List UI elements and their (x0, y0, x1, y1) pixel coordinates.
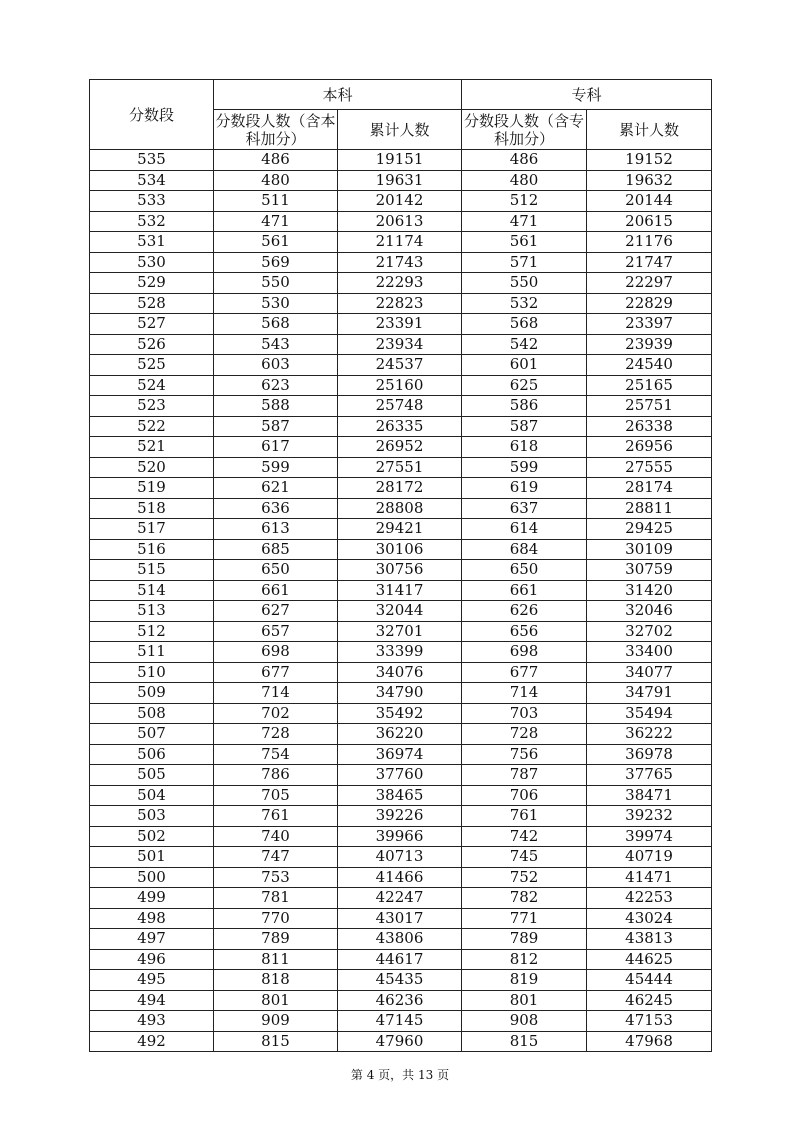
score-cell: 526 (90, 334, 214, 355)
score-cell: 511 (90, 642, 214, 663)
junior-cumulative-cell: 32702 (587, 621, 712, 642)
junior-count-cell: 471 (462, 211, 587, 232)
junior-cumulative-cell: 34791 (587, 683, 712, 704)
junior-cumulative-cell: 23397 (587, 314, 712, 335)
score-cell: 493 (90, 1011, 214, 1032)
junior-cumulative-cell: 28811 (587, 498, 712, 519)
junior-count-cell: 619 (462, 478, 587, 499)
score-cell: 518 (90, 498, 214, 519)
junior-count-cell: 812 (462, 949, 587, 970)
junior-cumulative-cell: 28174 (587, 478, 712, 499)
undergrad-cumulative-cell: 43017 (338, 908, 462, 929)
undergrad-cumulative-cell: 19151 (338, 150, 462, 171)
undergrad-cumulative-cell: 22823 (338, 293, 462, 314)
table-row (90, 293, 712, 314)
header-undergrad-count: 分数段人数（含本科加分） (215, 111, 336, 148)
junior-cumulative-cell: 45444 (587, 970, 712, 991)
undergrad-count-cell: 627 (214, 601, 338, 622)
undergrad-count-cell: 621 (214, 478, 338, 499)
junior-cumulative-cell: 42253 (587, 888, 712, 909)
table-row (90, 949, 712, 970)
score-cell: 531 (90, 232, 214, 253)
undergrad-cumulative-cell: 31417 (338, 580, 462, 601)
table-row (90, 970, 712, 991)
undergrad-cumulative-cell: 24537 (338, 355, 462, 376)
table-row (90, 232, 712, 253)
junior-count-cell: 587 (462, 416, 587, 437)
table-row (90, 170, 712, 191)
junior-cumulative-cell: 27555 (587, 457, 712, 478)
table-row (90, 601, 712, 622)
junior-cumulative-cell: 36978 (587, 744, 712, 765)
undergrad-cumulative-cell: 44617 (338, 949, 462, 970)
junior-count-cell: 714 (462, 683, 587, 704)
table-row (90, 334, 712, 355)
junior-cumulative-cell: 22297 (587, 273, 712, 294)
score-cell: 499 (90, 888, 214, 909)
table-row (90, 621, 712, 642)
undergrad-count-cell: 471 (214, 211, 338, 232)
junior-count-cell: 789 (462, 929, 587, 950)
table-row (90, 560, 712, 581)
undergrad-count-cell: 530 (214, 293, 338, 314)
junior-cumulative-cell: 20615 (587, 211, 712, 232)
undergrad-cumulative-cell: 26952 (338, 437, 462, 458)
junior-count-cell: 771 (462, 908, 587, 929)
junior-cumulative-cell: 33400 (587, 642, 712, 663)
undergrad-cumulative-cell: 30106 (338, 539, 462, 560)
junior-count-cell: 815 (462, 1031, 587, 1052)
table-row (90, 539, 712, 560)
table-row (90, 867, 712, 888)
junior-cumulative-cell: 22829 (587, 293, 712, 314)
undergrad-cumulative-cell: 39966 (338, 826, 462, 847)
junior-cumulative-cell: 47968 (587, 1031, 712, 1052)
undergrad-count-cell: 698 (214, 642, 338, 663)
table-row (90, 498, 712, 519)
undergrad-count-cell: 480 (214, 170, 338, 191)
undergrad-cumulative-cell: 19631 (338, 170, 462, 191)
junior-cumulative-cell: 43813 (587, 929, 712, 950)
table-row (90, 457, 712, 478)
junior-count-cell: 756 (462, 744, 587, 765)
header-score-range: 分数段 (90, 80, 214, 150)
undergrad-count-cell: 599 (214, 457, 338, 478)
undergrad-cumulative-cell: 43806 (338, 929, 462, 950)
score-cell: 532 (90, 211, 214, 232)
junior-count-cell: 542 (462, 334, 587, 355)
junior-cumulative-cell: 30109 (587, 539, 712, 560)
undergrad-cumulative-cell: 21174 (338, 232, 462, 253)
table-row (90, 929, 712, 950)
undergrad-count-cell: 801 (214, 990, 338, 1011)
undergrad-count-cell: 603 (214, 355, 338, 376)
score-cell: 501 (90, 847, 214, 868)
table-row (90, 1011, 712, 1032)
score-cell: 525 (90, 355, 214, 376)
undergrad-count-cell: 815 (214, 1031, 338, 1052)
junior-count-cell: 703 (462, 703, 587, 724)
junior-count-cell: 706 (462, 785, 587, 806)
table-row (90, 785, 712, 806)
undergrad-cumulative-cell: 34790 (338, 683, 462, 704)
undergrad-count-cell: 661 (214, 580, 338, 601)
junior-count-cell: 801 (462, 990, 587, 1011)
undergrad-cumulative-cell: 25748 (338, 396, 462, 417)
score-cell: 533 (90, 191, 214, 212)
undergrad-count-cell: 714 (214, 683, 338, 704)
header-undergrad-cumulative: 累计人数 (338, 110, 462, 150)
score-cell: 534 (90, 170, 214, 191)
score-cell: 529 (90, 273, 214, 294)
junior-cumulative-cell: 35494 (587, 703, 712, 724)
junior-cumulative-cell: 21747 (587, 252, 712, 273)
undergrad-count-cell: 486 (214, 150, 338, 171)
score-cell: 535 (90, 150, 214, 171)
score-cell: 492 (90, 1031, 214, 1052)
undergrad-count-cell: 909 (214, 1011, 338, 1032)
junior-cumulative-cell: 29425 (587, 519, 712, 540)
junior-count-cell: 728 (462, 724, 587, 745)
header-junior-cumulative: 累计人数 (587, 110, 712, 150)
score-cell: 503 (90, 806, 214, 827)
undergrad-cumulative-cell: 40713 (338, 847, 462, 868)
score-cell: 513 (90, 601, 214, 622)
junior-count-cell: 532 (462, 293, 587, 314)
table-row (90, 437, 712, 458)
undergrad-count-cell: 561 (214, 232, 338, 253)
junior-count-cell: 586 (462, 396, 587, 417)
score-cell: 502 (90, 826, 214, 847)
score-cell: 519 (90, 478, 214, 499)
table-row (90, 396, 712, 417)
table-row (90, 703, 712, 724)
undergrad-cumulative-cell: 34076 (338, 662, 462, 683)
undergrad-cumulative-cell: 36220 (338, 724, 462, 745)
table-row (90, 478, 712, 499)
undergrad-count-cell: 702 (214, 703, 338, 724)
undergrad-count-cell: 588 (214, 396, 338, 417)
junior-cumulative-cell: 36222 (587, 724, 712, 745)
undergrad-count-cell: 657 (214, 621, 338, 642)
table-row (90, 765, 712, 786)
junior-count-cell: 550 (462, 273, 587, 294)
table-row (90, 990, 712, 1011)
undergrad-count-cell: 511 (214, 191, 338, 212)
junior-cumulative-cell: 26956 (587, 437, 712, 458)
score-cell: 521 (90, 437, 214, 458)
undergrad-count-cell: 740 (214, 826, 338, 847)
junior-cumulative-cell: 31420 (587, 580, 712, 601)
score-cell: 506 (90, 744, 214, 765)
junior-count-cell: 908 (462, 1011, 587, 1032)
junior-count-cell: 650 (462, 560, 587, 581)
score-cell: 509 (90, 683, 214, 704)
undergrad-cumulative-cell: 35492 (338, 703, 462, 724)
undergrad-cumulative-cell: 29421 (338, 519, 462, 540)
undergrad-cumulative-cell: 22293 (338, 273, 462, 294)
score-cell: 497 (90, 929, 214, 950)
undergrad-count-cell: 761 (214, 806, 338, 827)
junior-count-cell: 571 (462, 252, 587, 273)
undergrad-cumulative-cell: 38465 (338, 785, 462, 806)
junior-cumulative-cell: 43024 (587, 908, 712, 929)
undergrad-cumulative-cell: 36974 (338, 744, 462, 765)
table-row (90, 642, 712, 663)
junior-count-cell: 787 (462, 765, 587, 786)
undergrad-cumulative-cell: 45435 (338, 970, 462, 991)
score-cell: 508 (90, 703, 214, 724)
undergrad-count-cell: 569 (214, 252, 338, 273)
junior-cumulative-cell: 38471 (587, 785, 712, 806)
table-row (90, 888, 712, 909)
undergrad-count-cell: 587 (214, 416, 338, 437)
score-cell: 498 (90, 908, 214, 929)
junior-count-cell: 677 (462, 662, 587, 683)
undergrad-cumulative-cell: 23391 (338, 314, 462, 335)
undergrad-count-cell: 753 (214, 867, 338, 888)
score-cell: 504 (90, 785, 214, 806)
undergrad-count-cell: 818 (214, 970, 338, 991)
header-undergrad: 本科 (214, 80, 462, 110)
undergrad-count-cell: 728 (214, 724, 338, 745)
score-cell: 524 (90, 375, 214, 396)
junior-count-cell: 614 (462, 519, 587, 540)
table-row (90, 375, 712, 396)
junior-count-cell: 782 (462, 888, 587, 909)
table-row (90, 519, 712, 540)
undergrad-count-cell: 543 (214, 334, 338, 355)
table-row (90, 662, 712, 683)
junior-cumulative-cell: 47153 (587, 1011, 712, 1032)
junior-cumulative-cell: 44625 (587, 949, 712, 970)
score-cell: 523 (90, 396, 214, 417)
junior-cumulative-cell: 40719 (587, 847, 712, 868)
header-junior-count: 分数段人数（含专科加分） (462, 110, 587, 150)
undergrad-cumulative-cell: 37760 (338, 765, 462, 786)
junior-cumulative-cell: 46245 (587, 990, 712, 1011)
undergrad-cumulative-cell: 41466 (338, 867, 462, 888)
undergrad-count-cell: 685 (214, 539, 338, 560)
undergrad-count-cell: 789 (214, 929, 338, 950)
undergrad-cumulative-cell: 47145 (338, 1011, 462, 1032)
junior-count-cell: 601 (462, 355, 587, 376)
table-row (90, 847, 712, 868)
score-cell: 507 (90, 724, 214, 745)
score-cell: 527 (90, 314, 214, 335)
table-row (90, 355, 712, 376)
undergrad-count-cell: 770 (214, 908, 338, 929)
junior-count-cell: 698 (462, 642, 587, 663)
junior-cumulative-cell: 25165 (587, 375, 712, 396)
header-junior: 专科 (462, 80, 712, 110)
junior-cumulative-cell: 19152 (587, 150, 712, 171)
undergrad-cumulative-cell: 21743 (338, 252, 462, 273)
undergrad-count-cell: 636 (214, 498, 338, 519)
undergrad-cumulative-cell: 47960 (338, 1031, 462, 1052)
junior-cumulative-cell: 21176 (587, 232, 712, 253)
undergrad-count-cell: 617 (214, 437, 338, 458)
junior-cumulative-cell: 26338 (587, 416, 712, 437)
junior-cumulative-cell: 23939 (587, 334, 712, 355)
junior-count-cell: 486 (462, 150, 587, 171)
table-row (90, 826, 712, 847)
undergrad-cumulative-cell: 20613 (338, 211, 462, 232)
junior-cumulative-cell: 41471 (587, 867, 712, 888)
table-row (90, 683, 712, 704)
table-row (90, 806, 712, 827)
table-row (90, 211, 712, 232)
score-cell: 516 (90, 539, 214, 560)
junior-cumulative-cell: 25751 (587, 396, 712, 417)
undergrad-cumulative-cell: 20142 (338, 191, 462, 212)
undergrad-count-cell: 781 (214, 888, 338, 909)
table-row (90, 150, 712, 171)
junior-cumulative-cell: 20144 (587, 191, 712, 212)
score-cell: 510 (90, 662, 214, 683)
undergrad-cumulative-cell: 39226 (338, 806, 462, 827)
junior-cumulative-cell: 39974 (587, 826, 712, 847)
page-footer: 第 4 页，共 13 页 (350, 1068, 450, 1082)
table-body (90, 150, 712, 1052)
undergrad-cumulative-cell: 30756 (338, 560, 462, 581)
table-row (90, 416, 712, 437)
score-cell: 530 (90, 252, 214, 273)
junior-cumulative-cell: 37765 (587, 765, 712, 786)
score-cell: 495 (90, 970, 214, 991)
junior-count-cell: 637 (462, 498, 587, 519)
junior-count-cell: 752 (462, 867, 587, 888)
table-row (90, 273, 712, 294)
table-row (90, 724, 712, 745)
table-row (90, 744, 712, 765)
table-row (90, 191, 712, 212)
undergrad-cumulative-cell: 46236 (338, 990, 462, 1011)
junior-count-cell: 568 (462, 314, 587, 335)
undergrad-count-cell: 568 (214, 314, 338, 335)
undergrad-count-cell: 786 (214, 765, 338, 786)
undergrad-cumulative-cell: 32044 (338, 601, 462, 622)
score-cell: 514 (90, 580, 214, 601)
undergrad-count-cell: 811 (214, 949, 338, 970)
undergrad-cumulative-cell: 26335 (338, 416, 462, 437)
junior-count-cell: 626 (462, 601, 587, 622)
table-row (90, 252, 712, 273)
junior-count-cell: 656 (462, 621, 587, 642)
score-cell: 500 (90, 867, 214, 888)
score-cell: 522 (90, 416, 214, 437)
table-row (90, 314, 712, 335)
score-cell: 505 (90, 765, 214, 786)
junior-cumulative-cell: 39232 (587, 806, 712, 827)
score-cell: 520 (90, 457, 214, 478)
junior-count-cell: 761 (462, 806, 587, 827)
junior-count-cell: 512 (462, 191, 587, 212)
undergrad-cumulative-cell: 25160 (338, 375, 462, 396)
undergrad-cumulative-cell: 28172 (338, 478, 462, 499)
score-distribution-table (89, 79, 712, 1052)
undergrad-count-cell: 677 (214, 662, 338, 683)
undergrad-count-cell: 705 (214, 785, 338, 806)
score-cell: 515 (90, 560, 214, 581)
score-cell: 517 (90, 519, 214, 540)
junior-count-cell: 819 (462, 970, 587, 991)
junior-cumulative-cell: 34077 (587, 662, 712, 683)
undergrad-count-cell: 550 (214, 273, 338, 294)
undergrad-count-cell: 623 (214, 375, 338, 396)
junior-cumulative-cell: 30759 (587, 560, 712, 581)
undergrad-cumulative-cell: 32701 (338, 621, 462, 642)
score-cell: 494 (90, 990, 214, 1011)
junior-count-cell: 561 (462, 232, 587, 253)
undergrad-count-cell: 747 (214, 847, 338, 868)
score-cell: 496 (90, 949, 214, 970)
undergrad-cumulative-cell: 23934 (338, 334, 462, 355)
undergrad-cumulative-cell: 28808 (338, 498, 462, 519)
undergrad-cumulative-cell: 33399 (338, 642, 462, 663)
junior-cumulative-cell: 19632 (587, 170, 712, 191)
undergrad-cumulative-cell: 42247 (338, 888, 462, 909)
undergrad-cumulative-cell: 27551 (338, 457, 462, 478)
junior-count-cell: 599 (462, 457, 587, 478)
undergrad-count-cell: 650 (214, 560, 338, 581)
junior-count-cell: 618 (462, 437, 587, 458)
junior-cumulative-cell: 32046 (587, 601, 712, 622)
junior-count-cell: 745 (462, 847, 587, 868)
undergrad-count-cell: 613 (214, 519, 338, 540)
junior-count-cell: 480 (462, 170, 587, 191)
score-cell: 512 (90, 621, 214, 642)
junior-count-cell: 742 (462, 826, 587, 847)
table-row (90, 908, 712, 929)
junior-count-cell: 661 (462, 580, 587, 601)
score-cell: 528 (90, 293, 214, 314)
undergrad-count-cell: 754 (214, 744, 338, 765)
junior-count-cell: 625 (462, 375, 587, 396)
junior-count-cell: 684 (462, 539, 587, 560)
table-row (90, 580, 712, 601)
junior-cumulative-cell: 24540 (587, 355, 712, 376)
table-row (90, 1031, 712, 1052)
